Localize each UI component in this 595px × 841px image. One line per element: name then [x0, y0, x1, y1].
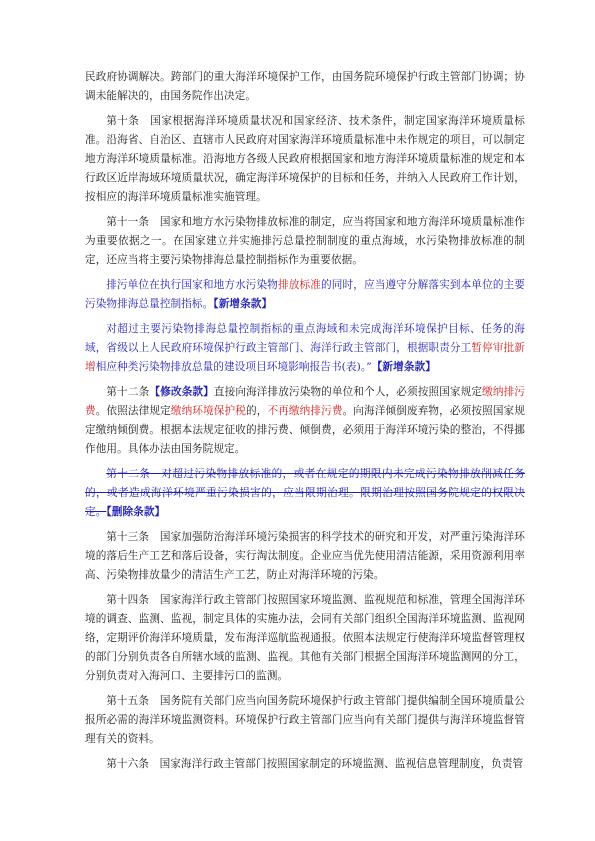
deleted-clause-tag: 【删除条款】: [106, 506, 166, 518]
new-clause-tag: 【新增条款】: [371, 361, 436, 373]
article-text: 的，: [245, 405, 268, 417]
added-clause-approval-suspension: [85, 320, 525, 377]
added-clause-highlight: 暂停审批新增: [85, 342, 525, 373]
highlight-no-fee: 不再缴纳排污费: [267, 405, 343, 417]
article-12-modified: [85, 383, 525, 459]
new-clause-tag: 【新增条款】: [213, 298, 273, 310]
article-14: 第十四条 国家海洋行政主管部门按照国家环境监测、监视规范和标准，管理全国海洋环境的调查、监测、监视，制定具体的实施办法，会同有关部门组织全国海洋环境监测、监视网络，定期评价海洋环境质量，发布海洋巡航监视通报。依照本法规定行使海洋环境监督管理权的部门分别负责各自所辖水域的监测、监视。其他有关部门根据全国海洋环境监测网的分工，分别负责对入海河口、主要排污口的监测。: [85, 594, 525, 682]
added-clause-text-c: 相应种类污染物排放总量的建设项目环境影响报告书(表)。”: [95, 361, 372, 373]
article-text: 直接向海洋排放污染物的单位和个人，必须按照国家规定: [213, 386, 483, 398]
paragraph-continuation: 民政府协调解决。跨部门的重大海洋环境保护工作，由国务院环境保护行政主管部门协调；协调未能解决的，由国务院作出决定。: [85, 71, 525, 102]
document-body: [85, 68, 525, 780]
article-16: 第十六条 国家海洋行政主管部门按照国家制定的环境监测、监视信息管理制度，负责管: [106, 758, 524, 770]
added-clause-text-c: 的同时，应当遵守分解落实到本单位的主要污染物排海总量控制指标。: [85, 279, 526, 310]
deleted-clause-text: 第十二条 对超过污染物排放标准的，或者在规定的期限内未完成污染物排放削减任务的，或者造成海洋环境严重污染损害的，应当限期治理。限期治理按照国务院规定的权限决定。: [85, 468, 525, 518]
added-clause-highlight: 排放标准: [278, 279, 321, 291]
highlight-fee: 缴纳排污费: [85, 386, 525, 417]
added-clause-discharge-units: [85, 276, 525, 314]
article-13: 第十三条 国家加强防治海洋环境污染损害的科学技术的研究和开发，对严重污染海洋环境的落后生产工艺和落后设备，实行淘汰制度。企业应当优先使用清洁能源，采用资源利用率高、污染物排放量少的清洁生产工艺，防止对海洋环境的污染。: [85, 531, 525, 581]
modified-clause-tag: 【修改条款】: [149, 386, 214, 398]
added-clause-text-a: 对超过主要污染物排海总量控制指标的重点海域和未完成海洋环境保护目标、任务的海域，省级以上人民政府环境保护行政主管部门、海洋行政主管部门，根据职责分工: [85, 323, 525, 354]
added-clause-text-a: 排污单位在执行国家和地方水污染物: [106, 279, 279, 291]
highlight-tax: 缴纳环境保护税: [170, 405, 246, 417]
article-15: 第十五条 国务院有关部门应当向国务院环境保护行政主管部门提供编制全国环境质量公报所必需的海洋环境监测资料。环境保护行政主管部门应当向有关部门提供与海洋环境监督管理有关的资料。: [85, 695, 525, 745]
article-10: 第十条 国家根据海洋环境质量状况和国家经济、技术条件，制定国家海洋环境质量标准。沿海省、自治区、直辖市人民政府对国家海洋环境质量标准中未作规定的项目，可以制定地方海洋环境质量标准。沿海地方各级人民政府根据国家和地方海洋环境质量标准的规定和本行政区近岸海域环境质量状况，确定海洋环境保护的目标和任务，并纳入人民政府工作计划，按相应的海洋环境质量标准实施管理。: [85, 115, 525, 203]
article-text: 。依照法律规定: [95, 405, 171, 417]
deleted-clause: [85, 465, 525, 522]
article-number: 第十二条: [106, 386, 150, 398]
article-text: 。向海洋倾倒废弃物，必须按照国家规定缴纳倾倒费。根据本法规定征收的排污费、倾倒费，必须用于海洋环境污染的整治，不得挪作他用。具体办法由国务院规定。: [85, 405, 525, 455]
article-11: 第十一条 国家和地方水污染物排放标准的制定，应当将国家和地方海洋环境质量标准作为重要依据之一。在国家建立并实施排污总量控制制度的重点海域，水污染物排放标准的制定，还应当将主要污染物排海总量控制指标作为重要依据。: [85, 216, 525, 266]
